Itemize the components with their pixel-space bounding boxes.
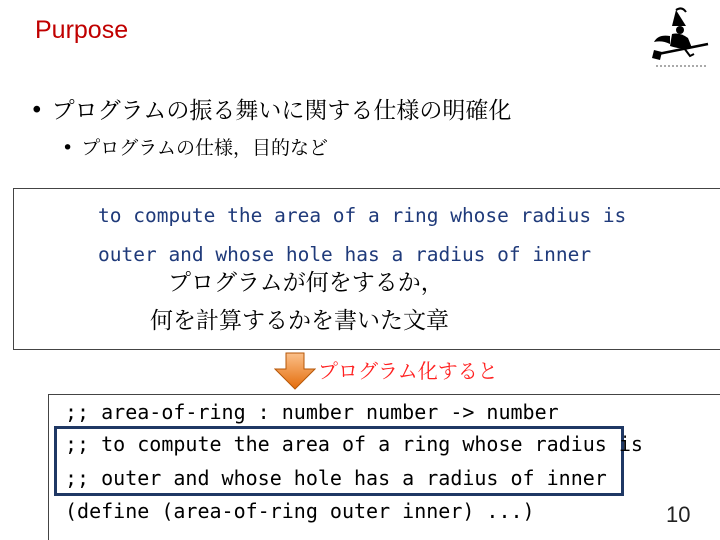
bullet-dot: • [62, 137, 74, 159]
code-line-purpose-2: ;; outer and whose hole has a radius of inner [65, 466, 607, 490]
slide-title: Purpose [35, 16, 129, 44]
purpose-japanese-line-1: プログラムが何をするか， [168, 270, 444, 296]
code-line-define: (define (area-of-ring outer inner) ...) [65, 499, 535, 523]
bullet-level1-text: プログラムの振る舞いに関する仕様の明確化 [51, 98, 512, 124]
witch-on-broom-logo [652, 4, 710, 72]
bullet-level1 [30, 92, 511, 125]
purpose-japanese-line-2: 何を計算するかを書いた文章 [150, 308, 449, 334]
code-line-purpose-1: ;; to compute the area of a ring whose radius is [65, 432, 643, 456]
bullet-level2 [62, 133, 328, 160]
purpose-english-line-1: to compute the area of a ring whose radius is [98, 204, 627, 227]
page-number: 10 [666, 502, 691, 527]
code-line-contract: ;; area-of-ring : number number -> number [65, 400, 559, 424]
purpose-english-line-2: outer and whose hole has a radius of inner [98, 243, 592, 266]
bullet-dot: • [30, 98, 44, 124]
arrow-label: プログラム化すると [318, 359, 498, 383]
down-arrow-icon [274, 352, 316, 390]
bullet-level2-text: プログラムの仕様，目的など [81, 137, 329, 159]
